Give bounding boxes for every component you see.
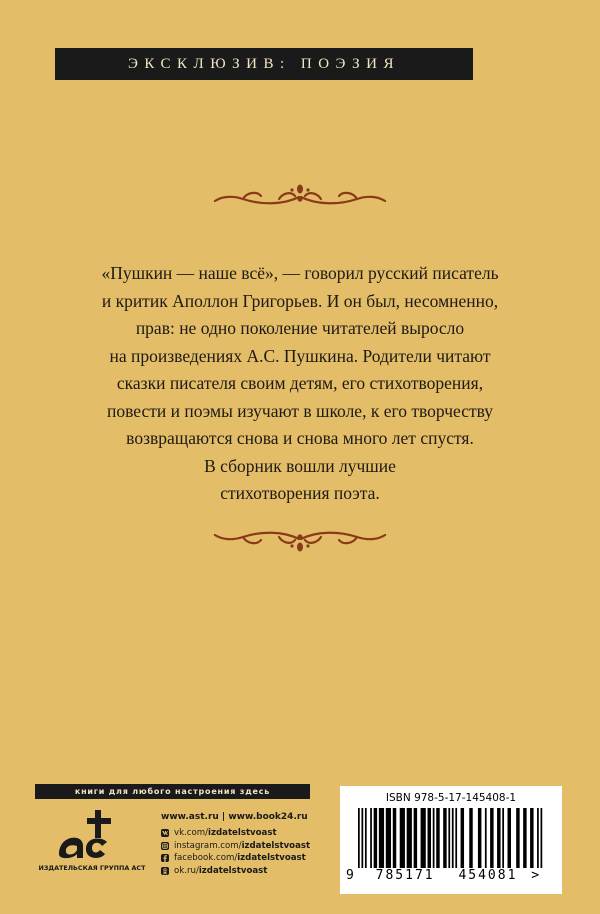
annotation-line: возвращаются снова и снова много лет спустя.: [126, 428, 474, 448]
barcode-bar: [379, 808, 384, 868]
annotation-line: В сборник вошли лучшие: [204, 455, 396, 476]
social-link-ok[interactable]: [161, 865, 310, 878]
book-annotation: [40, 260, 560, 508]
social-handle: izdatelstvoast: [237, 853, 306, 864]
barcode-bar: [455, 808, 457, 868]
barcode-bar: [490, 808, 493, 868]
annotation-line: стихотворения поэта.: [220, 483, 380, 503]
barcode-bar: [523, 808, 526, 868]
barcode-bar: [478, 808, 481, 868]
barcode-bar: [508, 808, 511, 868]
social-handle: izdatelstvoast: [208, 828, 277, 839]
instagram-icon: [161, 842, 169, 850]
social-url-prefix: instagram.com/: [174, 840, 242, 851]
barcode-bar: [365, 808, 367, 868]
barcode-panel: [340, 786, 562, 894]
ok-icon: [161, 867, 169, 875]
barcode-bar: [461, 808, 464, 868]
social-link-facebook[interactable]: [161, 852, 310, 865]
barcode-arrow: >: [531, 868, 542, 883]
barcode-bars: [358, 808, 544, 868]
social-url-prefix: facebook.com/: [174, 853, 238, 864]
barcode-bar: [421, 808, 426, 868]
series-title: ЭКСКЛЮЗИВ: ПОЭЗИЯ: [55, 48, 473, 80]
annotation-line: прав: не одно поколение читателей выросло: [135, 318, 465, 338]
facebook-icon: [161, 854, 169, 862]
social-url-prefix: ok.ru/: [174, 866, 199, 877]
ornament-divider-top: [213, 175, 387, 211]
social-link-instagram[interactable]: [161, 840, 310, 853]
annotation-line: повести и поэмы изучают в школе, к его творчеству: [106, 400, 494, 421]
barcode-bar: [361, 808, 363, 868]
barcode-bar: [393, 808, 396, 868]
isbn-number: ISBN 978-5-17-145408-1: [385, 792, 517, 804]
barcode-bar: [530, 808, 533, 868]
barcode-bar: [443, 808, 446, 868]
barcode-left-group: 785171: [375, 868, 435, 883]
social-link-vk[interactable]: [161, 827, 310, 840]
barcode-bar: [502, 808, 504, 868]
barcode-first-digit: 9: [346, 868, 356, 883]
annotation-line: и критик Аполлон Григорьев. И он был, несомненно,: [101, 290, 499, 311]
barcode-bar: [516, 808, 519, 868]
barcode-bar: [414, 808, 417, 868]
annotation-line: «Пушкин — наше всё», — говорил русский писатель: [101, 263, 499, 283]
barcode-bar: [497, 808, 500, 868]
barcode-bar: [358, 808, 360, 868]
barcode-bar: [400, 808, 405, 868]
barcode-bar: [370, 808, 372, 868]
social-handle: izdatelstvoast: [241, 840, 311, 851]
barcode-bar: [386, 808, 391, 868]
vk-icon: [161, 829, 169, 837]
ornament-divider-bottom: [213, 525, 387, 561]
barcode-right-group: 454081: [458, 868, 518, 883]
ast-logo: [55, 808, 117, 862]
barcode-bar: [448, 808, 450, 868]
social-handle: izdatelstvoast: [198, 866, 268, 877]
barcode-bar: [428, 808, 431, 868]
barcode-bar: [469, 808, 472, 868]
annotation-line: на произведениях А.С. Пушкина. Родители читают: [109, 345, 491, 366]
barcode-bar: [537, 808, 539, 868]
barcode-bar: [407, 808, 412, 868]
publisher-group-name: ИЗДАТЕЛЬСКАЯ ГРУППА АСТ: [38, 864, 146, 872]
publisher-websites[interactable]: www.ast.ru | www.book24.ru: [161, 812, 308, 822]
barcode-bar: [433, 808, 435, 868]
annotation-line: сказки писателя своим детям, его стихотворения,: [116, 373, 484, 393]
barcode-bar: [374, 808, 377, 868]
barcode-bar: [436, 808, 439, 868]
barcode-bar: [452, 808, 454, 868]
social-links: [161, 827, 310, 877]
publisher-tagline: книги для любого настроения здесь: [35, 784, 310, 799]
barcode-bar: [485, 808, 487, 868]
barcode-digits: [346, 868, 556, 883]
social-url-prefix: vk.com/: [174, 828, 209, 839]
barcode-bar: [541, 808, 543, 868]
